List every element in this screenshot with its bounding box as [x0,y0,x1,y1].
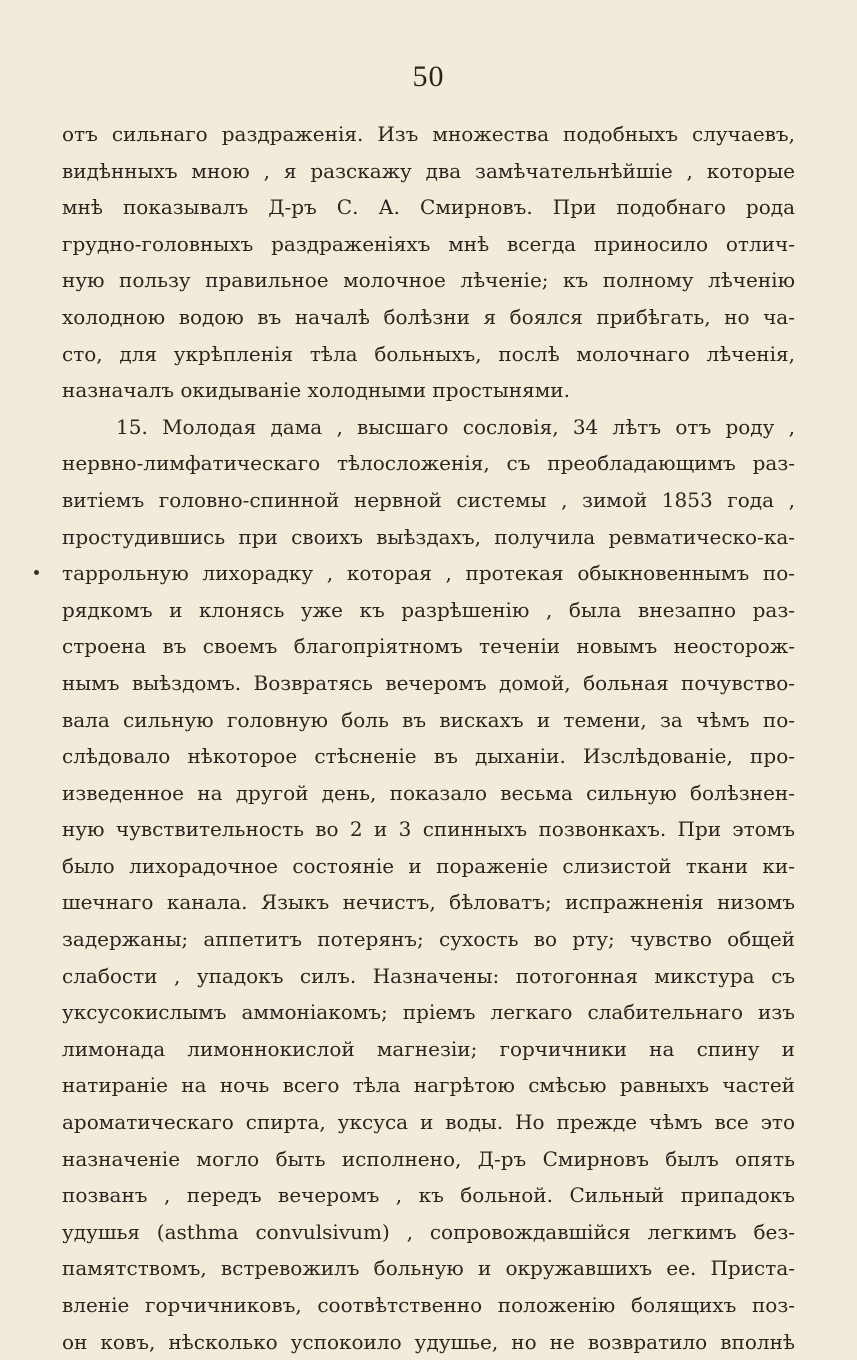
text-line: отъ сильнаго раздраженія. Изъ множества подобныхъ случаевъ, [62,122,795,146]
text-line: холодною водою въ началѣ болѣзни я боялся прибѣгать, но ча- [62,304,795,329]
text-line: позванъ , передъ вечеромъ , къ больной. Сильный припадокъ [62,1183,795,1208]
text-line: назначалъ окидываніе холодными простынями. [62,378,570,403]
paragraph-start-line: 15. Молодая дама , высшаго сословія, 34 лѣтъ отъ роду , [116,414,795,439]
text-line: было лихорадочное состояніе и пораженіе слизистой ткани ки- [62,853,795,878]
text-line: памятствомъ, встревожилъ больную и окружавшихъ ее. Приста- [62,1256,795,1281]
text-line: ную пользу правильное молочное лѣченіе; къ полному лѣченію [62,268,795,293]
text-line: он ковъ, нѣсколько успокоило удушье, но не возвратило вполнѣ [62,1329,795,1354]
text-line: мнѣ показывалъ Д-ръ С. А. Смирновъ. При подобнаго рода [62,195,795,220]
text-line: слѣдовало нѣкоторое стѣсненіе въ дыханіи. Изслѣдованіе, про- [62,744,795,769]
text-line: простудившись при своихъ выѣздахъ, получила ревматическо-ка- [62,524,795,549]
text-line: слабости , упадокъ силъ. Назначены: потогонная микстура съ [62,963,795,988]
margin-dot [34,570,39,575]
text-line: уксусокислымъ аммоніакомъ; пріемъ легкаго слабительнаго изъ [62,1000,795,1025]
text-line: сто, для укрѣпленія тѣла больныхъ, послѣ молочнаго лѣченія, [62,341,795,366]
text-line: витіемъ головно-спинной нервной системы , зимой 1853 года , [62,487,795,512]
text-line: нервно-лимфатическаго тѣлосложенія, съ преобладающимъ раз- [62,451,795,476]
text-line: грудно-головныхъ раздраженіяхъ мнѣ всегда приносило отлич- [62,231,795,256]
text-line: натираніе на ночь всего тѣла нагрѣтою смѣсью равныхъ частей [62,1073,795,1098]
text-line: вала сильную головную боль въ вискахъ и темени, за чѣмъ по- [62,707,795,732]
text-line: назначеніе могло быть исполнено, Д-ръ Смирновъ былъ опять [62,1146,795,1171]
text-line: шечнаго канала. Языкъ нечистъ, бѣловатъ; испражненія низомъ [62,890,795,915]
text-line: изведенное на другой день, показало весьма сильную болѣзнен- [62,780,795,805]
text-line: вленіе горчичниковъ, соотвѣтственно положенію болящихъ поз- [62,1293,795,1317]
text-line: видѣнныхъ мною , я разскажу два замѣчательнѣйшіе , которые [62,158,795,183]
body-text [62,116,795,1360]
text-line: строена въ своемъ благопріятномъ теченіи новымъ неосторож- [62,634,795,659]
text-line: задержаны; аппетитъ потерянъ; сухость во рту; чувство общей [62,927,795,952]
text-line: нымъ выѣздомъ. Возвратясь вечеромъ домой, больная почувство- [62,670,795,695]
text-line: удушья (asthma convulsivum) , сопровождавшійся легкимъ без- [62,1219,795,1244]
text-line: таррольную лихорадку , которая , протекая обыкновеннымъ по- [62,561,795,586]
text-line: ную чувствительность во 2 и 3 спинныхъ позвонкахъ. При этомъ [62,817,795,842]
page-number: 50 [412,60,445,93]
text-line: ароматическаго спирта, уксуса и воды. Но прежде чѣмъ все это [62,1110,795,1135]
text-line: лимонада лимоннокислой магнезіи; горчичники на спину и [62,1036,795,1061]
text-line: рядкомъ и клонясь уже къ разрѣшенію , была внезапно раз- [62,597,795,622]
